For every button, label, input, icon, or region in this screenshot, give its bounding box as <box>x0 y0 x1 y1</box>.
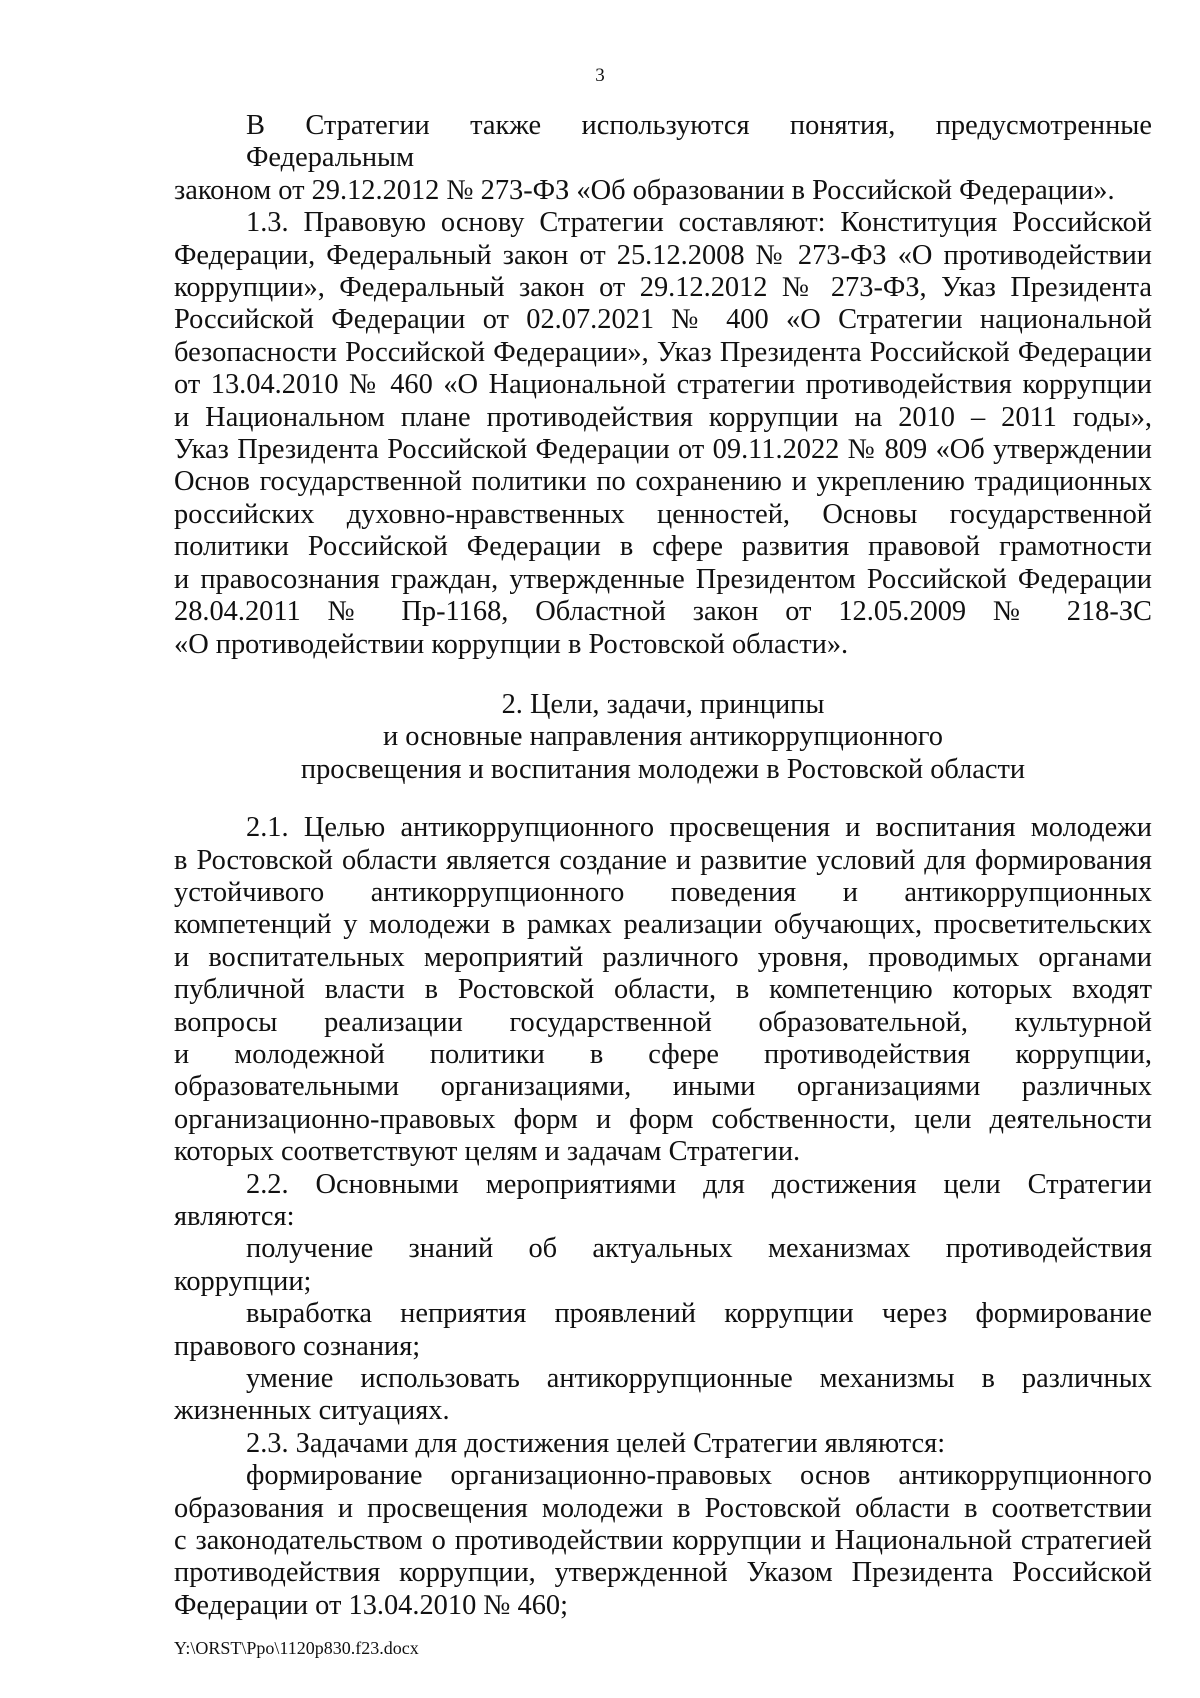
text-line: Федерации от 13.04.2010 № 460; <box>174 1589 569 1621</box>
text-line: правового сознания; <box>174 1330 421 1362</box>
text-line: 28.04.2011 № Пр-1168, Областной закон от 12.05.2009 № 218-ЗС <box>174 596 1152 628</box>
text-line: 1.3. Правовую основу Стратегии составляют: Конституция Российской <box>246 207 1152 239</box>
paragraph <box>174 1460 1152 1622</box>
text-line: и Национальном плане противодействия коррупции на 2010 – 2011 годы», <box>174 401 1152 433</box>
heading-line: 2. Цели, задачи, принципы <box>501 688 825 720</box>
text-line: Федерации, Федеральный закон от 25.12.2008 № 273-ФЗ «О противодействии <box>174 239 1152 271</box>
text-line: с законодательством о противодействии коррупции и Национальной стратегией <box>174 1525 1152 1557</box>
text-line: Основ государственной политики по сохранению и укреплению традиционных <box>174 466 1152 498</box>
text-line: «О противодействии коррупции в Ростовской области». <box>174 628 849 660</box>
text-line: вопросы реализации государственной образовательной, культурной <box>174 1006 1152 1038</box>
paragraph <box>174 1169 1152 1234</box>
page-number: 3 <box>595 65 605 86</box>
text-line: и правосознания граждан, утвержденные Президентом Российской Федерации <box>174 563 1152 595</box>
text-line: и молодежной политики в сфере противодействия коррупции, <box>174 1038 1152 1070</box>
paragraph <box>174 1428 1152 1460</box>
text-line: законом от 29.12.2012 № 273-ФЗ «Об образовании в Российской Федерации». <box>174 174 1115 206</box>
text-line: 2.1. Целью антикоррупционного просвещения и воспитания молодежи <box>246 812 1152 844</box>
text-line: формирование организационно-правовых основ антикоррупционного <box>246 1460 1152 1492</box>
text-line: умение использовать антикоррупционные механизмы в различных <box>246 1363 1152 1395</box>
text-line: жизненных ситуациях. <box>174 1395 450 1427</box>
text-line: 2.2. Основными мероприятиями для достижения цели Стратегии <box>246 1168 1152 1200</box>
text-line: Российской Федерации от 02.07.2021 № 400 «О Стратегии национальной <box>174 304 1152 336</box>
text-line: коррупции; <box>174 1265 312 1297</box>
text-line: политики Российской Федерации в сфере развития правовой грамотности <box>174 531 1152 563</box>
heading-line: и основные направления антикоррупционного <box>383 721 943 753</box>
section-2-paragraphs <box>174 812 1152 1622</box>
text-line: образовательными организациями, иными организациями различных <box>174 1071 1152 1103</box>
footer-file-path: Y:\ORST\Ppo\1120p830.f23.docx <box>174 1638 419 1658</box>
paragraph <box>174 812 1152 1168</box>
text-line: компетенций у молодежи в рамках реализации обучающих, просветительских <box>174 909 1152 941</box>
text-line: устойчивого антикоррупционного поведения и антикоррупционных <box>174 876 1152 908</box>
paragraph <box>174 207 1152 661</box>
text-line: образования и просвещения молодежи в Ростовской области в соответствии <box>174 1492 1152 1524</box>
text-line: коррупции», Федеральный закон от 29.12.2012 № 273-ФЗ, Указ Президента <box>174 272 1152 304</box>
paragraph <box>174 1233 1152 1298</box>
paragraph <box>174 110 1152 207</box>
text-line: от 13.04.2010 № 460 «О Национальной стратегии противодействия коррупции <box>174 369 1152 401</box>
document-body <box>174 110 1152 1622</box>
text-line: получение знаний об актуальных механизмах противодействия <box>246 1233 1152 1265</box>
text-line: В Стратегии также используются понятия, предусмотренные Федеральным <box>246 110 1152 174</box>
text-line: российских духовно-нравственных ценностей, Основы государственной <box>174 498 1152 530</box>
text-line: которых соответствуют целям и задачам Стратегии. <box>174 1136 801 1168</box>
text-line: в Ростовской области является создание и развитие условий для формирования <box>174 844 1152 876</box>
text-line: противодействия коррупции, утвержденной Указом Президента Российской <box>174 1557 1152 1589</box>
heading-line: просвещения и воспитания молодежи в Ростовской области <box>300 753 1026 785</box>
text-line: безопасности Российской Федерации», Указ Президента Российской Федерации <box>174 336 1152 368</box>
text-line: публичной власти в Ростовской области, в компетенцию которых входят <box>174 974 1152 1006</box>
paragraph <box>174 1363 1152 1428</box>
text-line: 2.3. Задачами для достижения целей Стратегии являются: <box>246 1427 946 1459</box>
text-line: выработка неприятия проявлений коррупции через формирование <box>246 1298 1152 1330</box>
section-heading <box>174 689 1152 786</box>
intro-paragraphs <box>174 110 1152 661</box>
text-line: и воспитательных мероприятий различного уровня, проводимых органами <box>174 941 1152 973</box>
paragraph <box>174 1298 1152 1363</box>
text-line: организационно-правовых форм и форм собственности, цели деятельности <box>174 1103 1152 1135</box>
text-line: Указ Президента Российской Федерации от 09.11.2022 № 809 «Об утверждении <box>174 434 1152 466</box>
text-line: являются: <box>174 1201 295 1232</box>
